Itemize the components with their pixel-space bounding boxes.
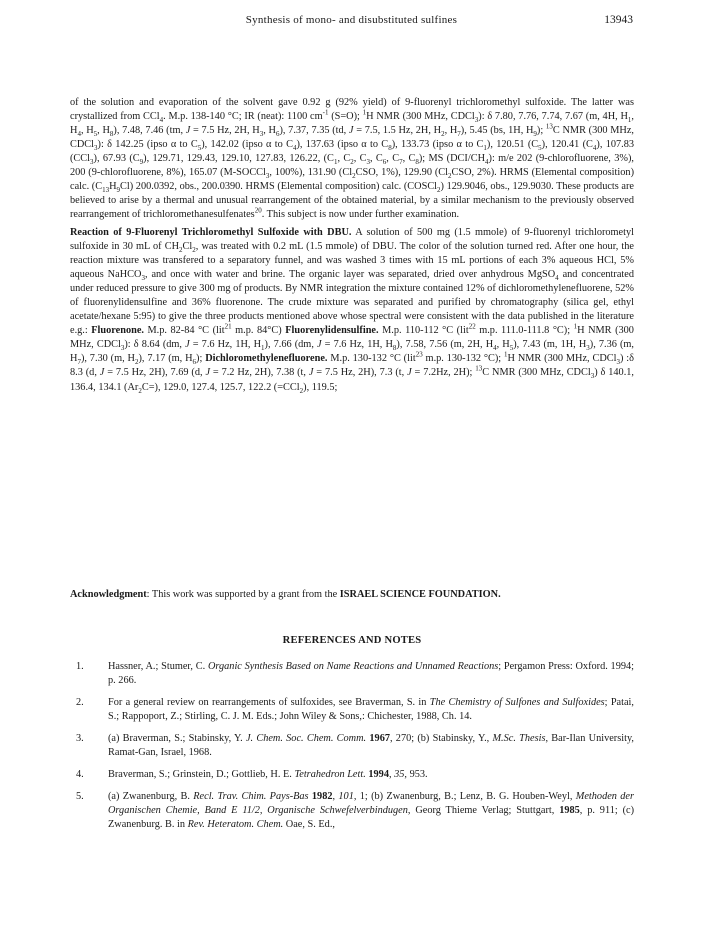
acknowledgment: [70, 588, 634, 602]
acknowledgment-text: Acknowledgment: This work was supported by a grant from the ISRAEL SCIENCE FOUNDATION.: [70, 589, 501, 600]
reference-text: (a) Zwanenburg, B. Recl. Trav. Chim. Pays-Bas 1982, 101, 1; (b) Zwanenburg, B.; Lenz, B. G. Houben-Weyl, Methoden der Organischen Chemie, Band E 11/2, Organische Schwefelverbindugen, Georg Thieme Verlag; Stuttgart, 1985, p. 911; (c) Zwanenburg. B. in Rev. Heteratom. Chem. Oae, S. Ed.,: [108, 791, 635, 830]
reference-item: [70, 790, 634, 832]
reference-number: 3.: [76, 733, 84, 744]
page-header: [70, 14, 633, 32]
reference-text: (a) Braverman, S.; Stabinsky, Y. J. Chem. Soc. Chem. Comm. 1967, 270; (b) Stabinsky, Y., M.Sc. Thesis, Bar-Ilan University, Ramat-Gan, Israel, 1968.: [108, 733, 635, 758]
reference-number: 4.: [76, 769, 84, 780]
paragraph-dbu-reaction: [70, 226, 634, 395]
reference-number: 2.: [76, 697, 84, 708]
references-list: [70, 660, 634, 840]
references-heading: REFERENCES AND NOTES: [282, 635, 422, 646]
page-number: 13943: [604, 14, 633, 26]
reference-text: Hassner, A.; Stumer, C. Organic Synthesis Based on Name Reactions and Unnamed Reactions; Pergamon Press: Oxford. 1994; p. 266.: [108, 661, 635, 686]
reference-number: 5.: [76, 791, 84, 802]
reference-text: For a general review on rearrangements of sulfoxides, see Braverman, S. in The Chemistry of Sulfones and Sulfoxides; Patai, S.; Rappoport, Z.; Stirling, C. J. M. Eds.; John Wiley & Sons,: Chichester, 1988, Ch. 14.: [108, 697, 634, 722]
reference-item: [70, 696, 634, 724]
running-title: Synthesis of mono- and disubstituted sulfines: [245, 14, 458, 26]
paragraph-text: of the solution and evaporation of the solvent gave 0.92 g (92% yield) of 9-fluorenyl trichloromethyl sulfoxide. The latter was crystallized from CCl$_4$. M.p. 138-140 °C; IR (neat): 1100 $cm^{-1}$ (S=O); $^1$H NMR (300 MHz, CDCl$_3$): δ 7.80, 7.76, 7.74, 7.67 (m, 4H, $H_1$, $H_4$, $H_5$, $H_8$), 7.48, 7.46 (tm, J = 7.5 Hz, 2H, $H_3$, $H_6$), 7.37, 7.35 (td, J = 7.5, 1.5 Hz, 2H, $H_2$, $H_7$), 5.45 (bs, 1H, $H_9$); $^{13}$C NMR (300 MHz, CDCl$_3$): δ 142.25 (ipso α to $C_5$), 142.02 (ipso α to $C_4$), 137.63 (ipso α to $C_8$), 133.73 (ipso α to $C_1$), 120.51 $(C_5)$, 120.41 $(C_4)$, 107.83 (CCl$_3$), 67.93 $(C_9)$, 129.71, 129.43, 129.10, 127.83, 126.22, ($C_1$, $C_2$, $C_3$, $C_6$, $C_7$, $C_8$); MS $(DCI/CH_4)$: m/e 202 (9-chlorofluorene, 3%), 200 (9-chlorofluorene, 8%), 165.07 (M-SOCCl$_3$, 100%), 131.90 ($Cl_2CSO$, 1%), 129.90 ($Cl_2CSO$, 2%). HRMS (Elemental composition) calc. $(C_{13}H_9Cl)$ 200.0392, obs., 200.0390. HRMS (Elemental composition) calc. (COSCl$_2$) 129.9046, obs., 129.9030. These products are believed to arise by a thermal and unusual rearrangement of the obtained material, by a similar mechanism to the previously observed rearrangement of trichloromethanesulfenates$^{20}$. This subject is now under further examination.: [70, 97, 635, 221]
reference-item: [70, 732, 634, 760]
reference-item: [70, 768, 634, 782]
reference-text: Braverman, S.; Grinstein, D.; Gottlieb, H. E. Tetrahedron Lett. 1994, 35, 953.: [108, 769, 428, 780]
paragraph-text: Reaction of 9-Fluorenyl Trichloromethyl Sulfoxide with DBU. A solution of 500 mg (1.5 mmole) of 9-fluorenyl trichlorometyl sulfoxide in 30 mL of $CH_2Cl_2$, was treated with 0.2 mL (1.5 mmole) of DBU. The color of the solution turned red. After one hour, the reaction mixture was transfered to a separatory funnel, and was washed 3 times with 15 mL portions of each 3% aqueous HCl, 5% aqueous NaHCO$_3$, and once with water and brine. The organic layer was separated, dried over anhydrous MgSO$_4$ and concentrated under reduced pressure to give 300 mg of products. By NMR integration the mixture contained 12% of dichloromethylenefluorene, 52% of fluorenylidensulfine and 36% fluorenone. The crude mixture was separated and purified by chromatography (silica gel, ethyl acetate/hexane 5:95) to give the three products mentioned above whose spectral were consistent with the data published in the literature e.g.: Fluorenone. M.p. 82-84 °C (lit$^{21}$ m.p. 84°C) Fluorenylidensulfine. M.p. 110-112 °C (lit$^{22}$ m.p. 111.0-111.8 °C); $^1$H NMR (300 MHz, CDCl$_3$): δ 8.64 (dm, J = 7.6 Hz, 1H, $H_1$), 7.66 (dm, J = 7.6 Hz, 1H, $H_8$), 7.58, 7.56 (m, 2H, $H_4$, $H_5$), 7.43 (m, 1H, $H_3$), 7.36 (m, $H_7$), 7.30 (m, $H_2$), 7.17 (m, $H_6$); Dichloromethylenefluorene. M.p. 130-132 °C (lit$^{23}$ m.p. 130-132 °C); $^1$H NMR (300 MHz, CDCl$_3$) :δ 8.3 (d, J = 7.5 Hz, 2H), 7.69 (d, J = 7.2 Hz, 2H), 7.38 (t, J = 7.5 Hz, 2H), 7.3 (t, J = 7.2Hz, 2H); $^{13}$C NMR (300 MHz, CDCl$_3$) δ 140.1, 136.4, 134.1 $(Ar_2C=)$, 129.0, 127.4, 125.7, 122.2 (=CCl$_2$), 119.5;: [70, 227, 635, 395]
reference-number: 1.: [76, 661, 84, 672]
paragraph-sulfoxide-characterization: [70, 96, 634, 222]
reference-item: [70, 660, 634, 688]
